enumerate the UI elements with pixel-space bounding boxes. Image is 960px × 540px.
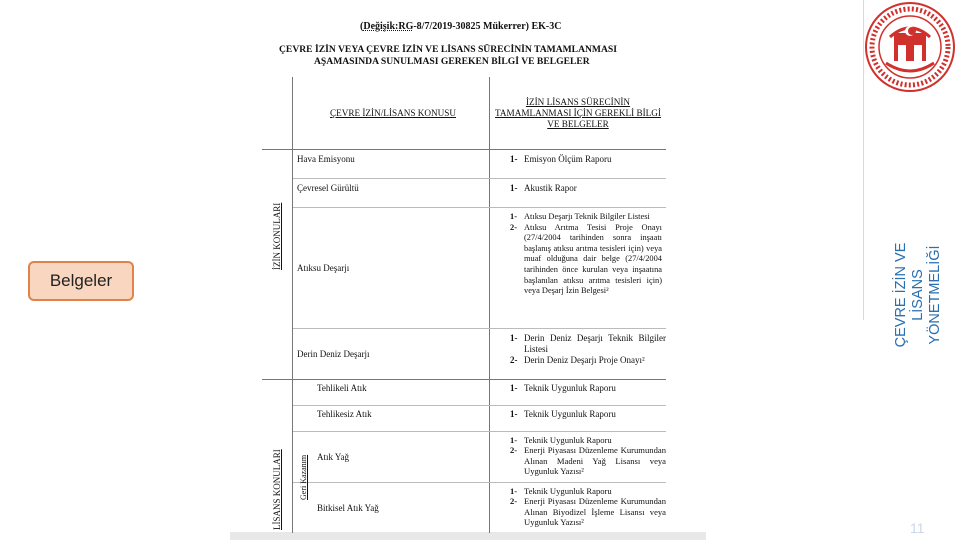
col2-header: İZİN LİSANS SÜRECİNİN TAMAMLANMASI İÇİN GEREKLİ BİLGİ VE BELGELER bbox=[490, 77, 667, 150]
document-title-line1: ÇEVRE İZİN VEYA ÇEVRE İZİN VE LİSANS SÜRECİNİN TAMAMLANMASI bbox=[279, 44, 617, 55]
topic-cell: Bitkisel Atık Yağ bbox=[293, 483, 490, 534]
topic-cell: Hava Emisyonu bbox=[293, 150, 490, 179]
list-item: 2- Atıksu Arıtma Tesisi Proje Onayı (27/4/2004 tarihinden sonra inşaatı başlanış atıksu arıtma tesisleri için) veya muaf olduğuna dair belge (27/4/2004 tarihinden önce kurulan veya inşaatına başlanılan atıksu arıtma tesisleri için) veya Deşarj İzin Belgesi² bbox=[510, 222, 662, 296]
section-lisans-label: LİSANS KONULARI bbox=[272, 449, 282, 530]
requirements-table bbox=[262, 77, 666, 533]
list-item: 1- Emisyon Ölçüm Raporu bbox=[510, 154, 612, 164]
table-header-row bbox=[262, 77, 666, 150]
document-scrollbar[interactable] bbox=[230, 532, 706, 540]
topic-cell: Atıksu Deşarjı bbox=[293, 208, 490, 329]
document-title-line2: AŞAMASINDA SUNULMASI GEREKEN BİLGİ VE BELGELER bbox=[314, 56, 590, 67]
topic-cell: Atık Yağ bbox=[293, 432, 490, 483]
table-row bbox=[262, 380, 666, 406]
list-item: 1- Akustik Rapor bbox=[510, 183, 577, 193]
table-row bbox=[262, 432, 666, 483]
side-title: ÇEVRE İZİN VE LİSANS YÖNETMELİĞİ bbox=[893, 242, 943, 348]
table-row bbox=[262, 406, 666, 432]
table-row bbox=[262, 150, 666, 179]
list-item: 1- Teknik Uygunluk Raporu bbox=[510, 409, 616, 419]
topic-cell: Tehlikesiz Atık bbox=[293, 406, 490, 432]
amendment-note: (Değişik:RG-8/7/2019-30825 Mükerrer) EK-3C bbox=[360, 21, 562, 32]
table-row bbox=[262, 179, 666, 208]
list-item: 2- Enerji Piyasası Düzenleme Kurumundan Alınan Biyodizel İşleme Lisansı veya Uygunluk Yazısı² bbox=[510, 496, 666, 528]
list-item: 1- Teknik Uygunluk Raporu bbox=[510, 383, 616, 393]
list-item: 2- Enerji Piyasası Düzenleme Kurumundan Alınan Madeni Yağ Lisansı veya Uygunluk Yazısı² bbox=[510, 445, 666, 477]
table-row bbox=[262, 329, 666, 380]
topic-cell: Derin Deniz Deşarjı bbox=[293, 329, 490, 380]
list-item: 1- Atıksu Deşarjı Teknik Bilgiler Listesi bbox=[510, 212, 650, 221]
topic-cell: Tehlikeli Atık bbox=[293, 380, 490, 406]
list-item: 1- Teknik Uygunluk Raporu bbox=[510, 435, 612, 445]
list-item: 2- Derin Deniz Deşarjı Proje Onayı² bbox=[510, 355, 645, 365]
table-row bbox=[262, 483, 666, 534]
section-izin-label: İZİN KONULARI bbox=[272, 202, 282, 270]
ministry-logo-icon bbox=[864, 1, 956, 93]
col1-header: ÇEVRE İZİN/LİSANS KONUSU bbox=[293, 77, 490, 150]
list-item: 1- Teknik Uygunluk Raporu bbox=[510, 486, 612, 496]
list-item: 1- Derin Deniz Deşarjı Teknik Bilgiler Listesi bbox=[510, 333, 666, 354]
table-row bbox=[262, 208, 666, 329]
belgeler-tag[interactable]: Belgeler bbox=[28, 261, 134, 301]
topic-cell: Çevresel Gürültü bbox=[293, 179, 490, 208]
sub-geri-kazanim-label: Geri Kazanım bbox=[299, 454, 308, 500]
page-number: 11 bbox=[910, 520, 925, 536]
